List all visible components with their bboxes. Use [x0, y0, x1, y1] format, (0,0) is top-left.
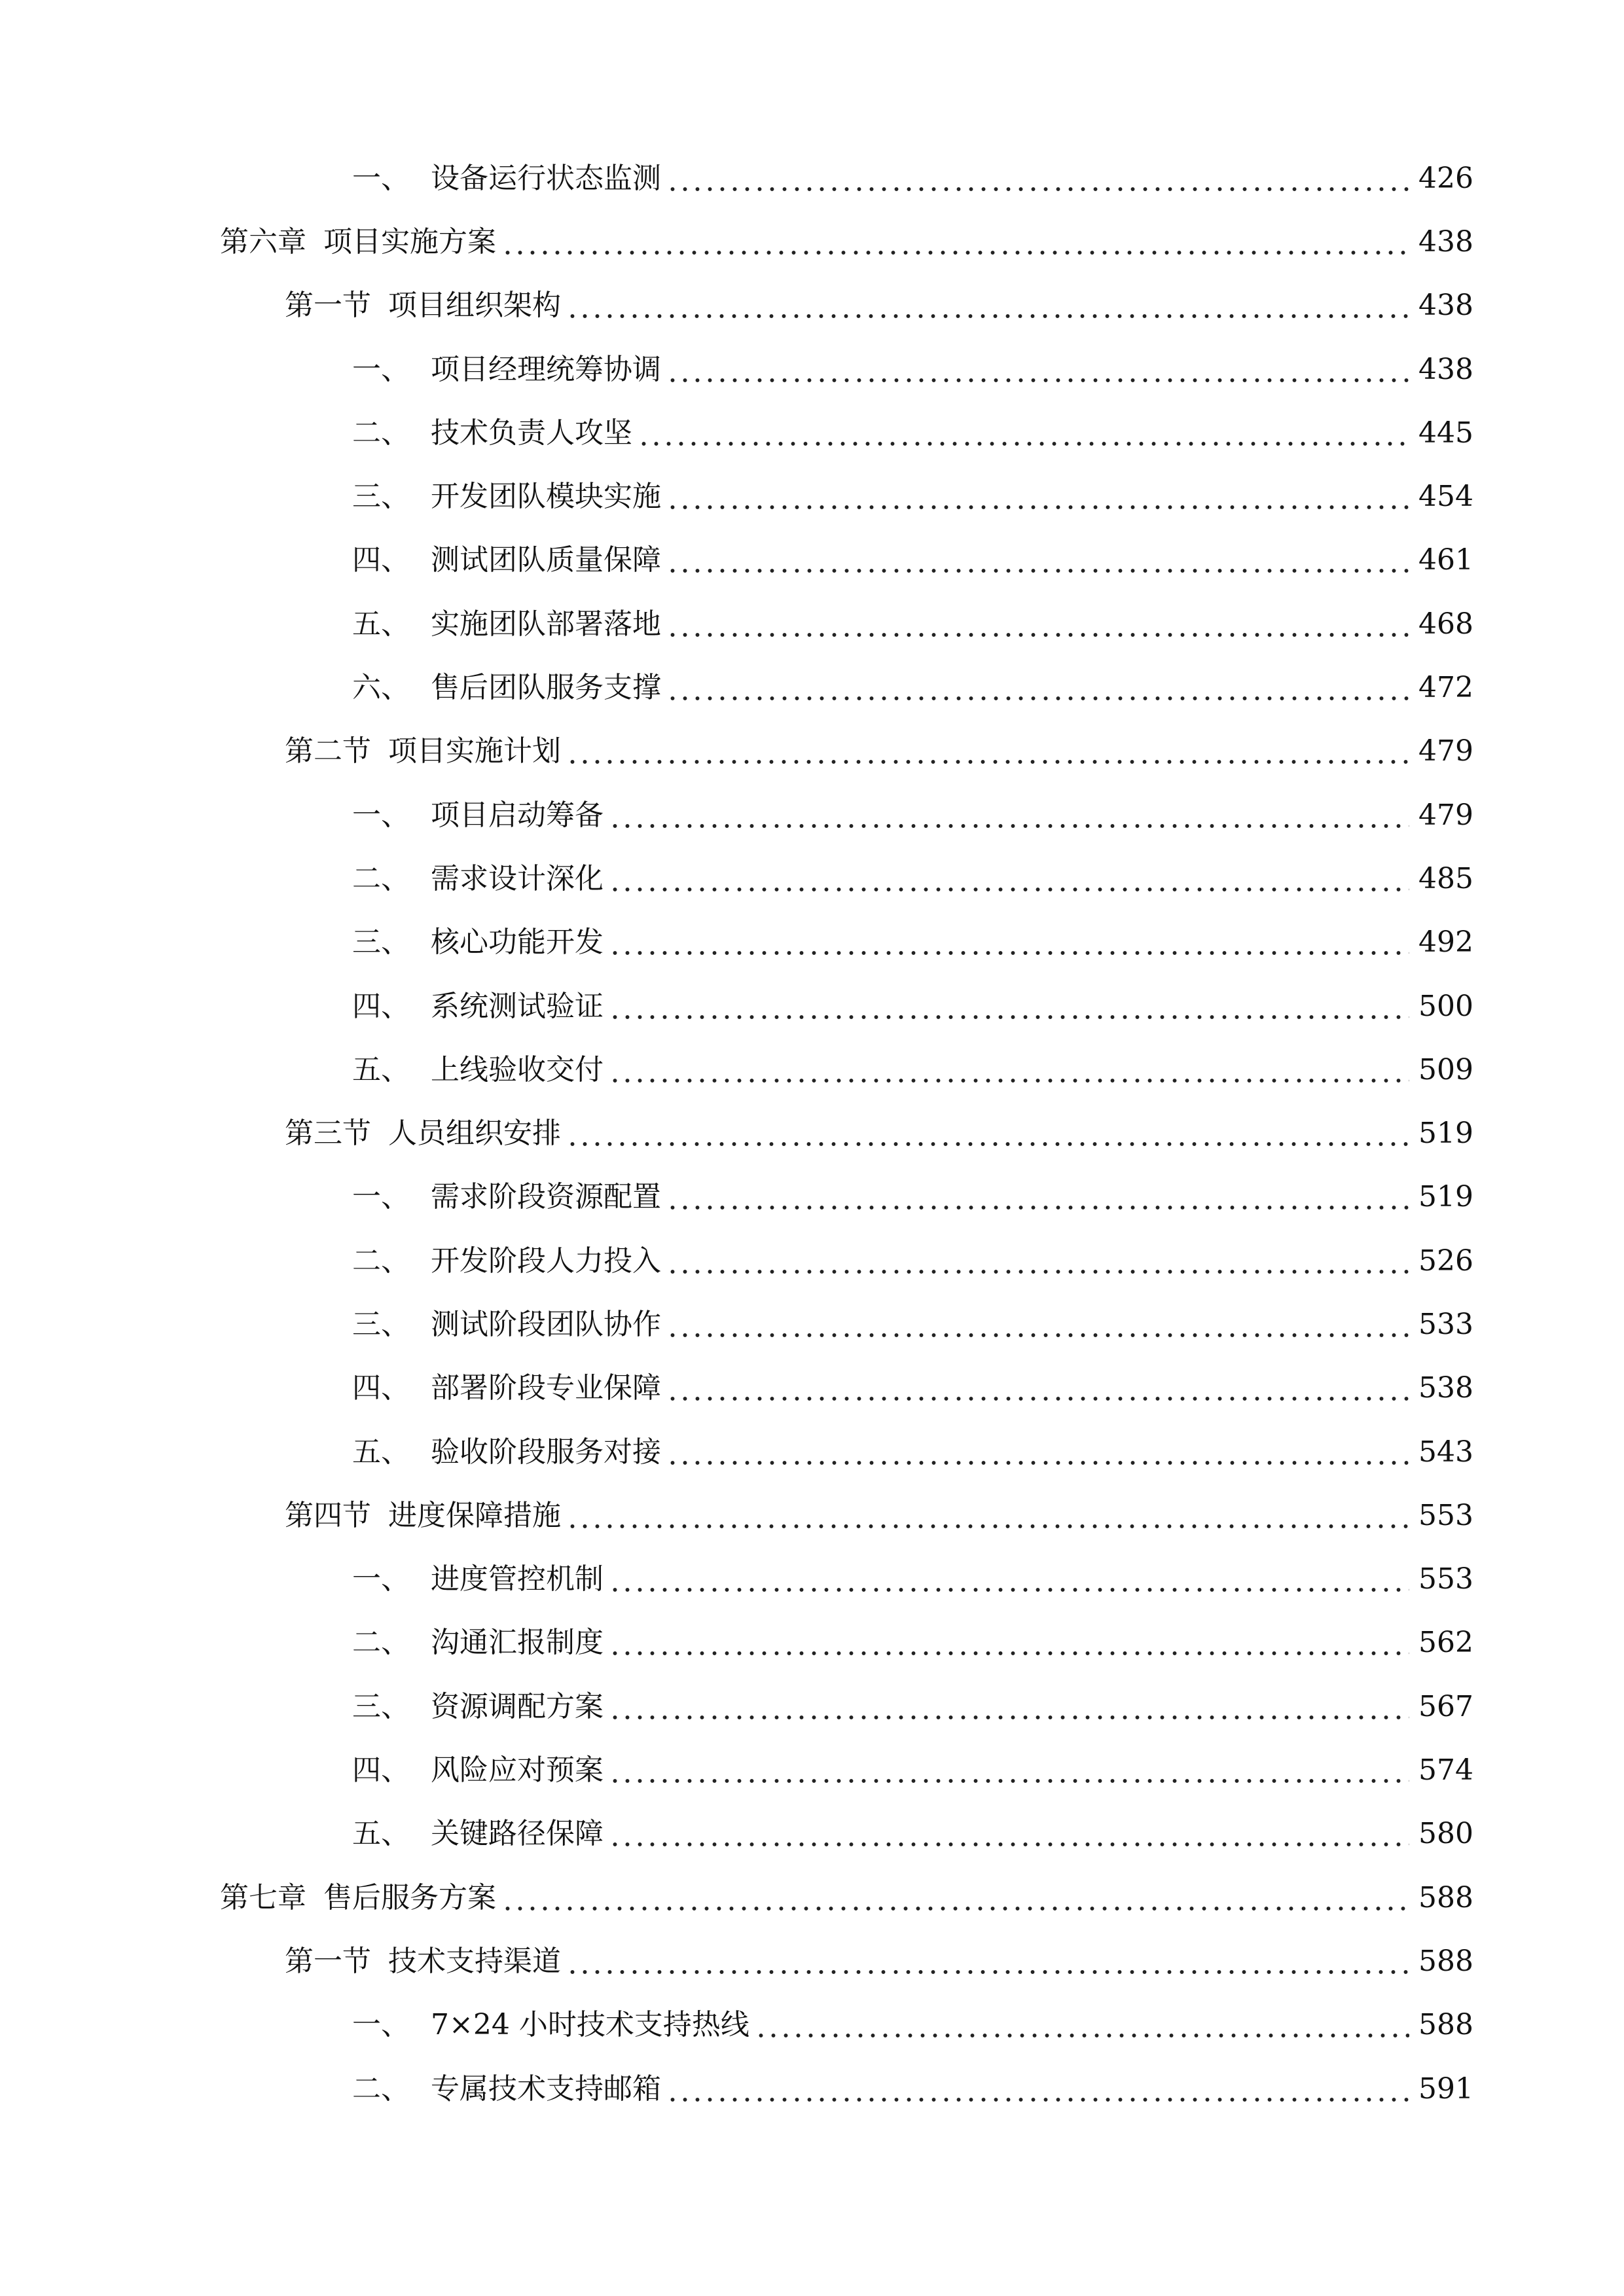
toc-entry-title: 人员组织安排 — [388, 1117, 561, 1151]
toc-entry-title: 需求阶段资源配置 — [431, 1180, 661, 1214]
toc-entry[interactable] — [0, 1420, 1624, 1484]
toc-entry-title: 系统测试验证 — [431, 989, 604, 1023]
dot-leader — [666, 1438, 1409, 1467]
toc-entry-title: 进度保障措施 — [388, 1498, 561, 1532]
toc-entry-number: 二、 — [352, 2072, 410, 2106]
dot-leader — [609, 992, 1409, 1021]
toc-entry-number: 四、 — [352, 543, 410, 577]
toc-entry-page-number: 553 — [1418, 1498, 1473, 1532]
toc-entry-title: 沟通汇报制度 — [431, 1626, 604, 1660]
toc-entry[interactable] — [0, 1611, 1624, 1675]
toc-entry-page-number: 574 — [1418, 1753, 1473, 1787]
toc-entry-page-number: 445 — [1418, 416, 1473, 450]
dot-leader — [609, 1056, 1409, 1085]
toc-entry[interactable] — [0, 1102, 1624, 1165]
toc-entry-title: 项目经理统筹协调 — [431, 352, 661, 386]
toc-entry[interactable] — [0, 656, 1624, 719]
dot-leader — [666, 2075, 1409, 2104]
toc-entry[interactable] — [0, 1229, 1624, 1293]
toc-entry-number: 一、 — [352, 161, 410, 195]
toc-entry-page-number: 426 — [1418, 161, 1473, 195]
dot-leader — [666, 1374, 1409, 1403]
toc-entry[interactable] — [0, 2057, 1624, 2121]
toc-entry-title: 开发阶段人力投入 — [431, 1244, 661, 1278]
dot-leader — [501, 1884, 1409, 1912]
toc-entry-title: 项目实施计划 — [388, 734, 561, 768]
toc-entry-page-number: 588 — [1418, 1944, 1473, 1978]
toc-entry-title: 测试团队质量保障 — [431, 543, 661, 577]
toc-entry[interactable] — [0, 1738, 1624, 1802]
dot-leader — [666, 610, 1409, 639]
toc-entry-page-number: 509 — [1418, 1052, 1473, 1086]
toc-entry-title: 资源调配方案 — [431, 1689, 604, 1723]
toc-entry-title: 开发团队模块实施 — [431, 480, 661, 514]
toc-entry-number: 四、 — [352, 1753, 410, 1787]
toc-entry[interactable] — [0, 1994, 1624, 2057]
toc-entry-number: 五、 — [352, 1817, 410, 1851]
dot-leader — [609, 1693, 1409, 1721]
toc-entry-title: 测试阶段团队协作 — [431, 1307, 661, 1341]
dot-leader — [609, 865, 1409, 893]
dot-leader — [566, 1501, 1409, 1530]
toc-entry-number: 第一节 — [285, 1944, 371, 1978]
toc-entry-number: 四、 — [352, 1371, 410, 1405]
toc-entry[interactable] — [0, 529, 1624, 592]
dot-leader — [566, 737, 1409, 766]
toc-entry-number: 三、 — [352, 1307, 410, 1341]
dot-leader — [609, 1756, 1409, 1785]
toc-entry[interactable] — [0, 1929, 1624, 1993]
toc-entry-number: 第一节 — [285, 289, 371, 323]
toc-entry-page-number: 533 — [1418, 1307, 1473, 1341]
toc-entry-title: 项目组织架构 — [388, 289, 561, 323]
toc-entry-page-number: 588 — [1418, 2008, 1473, 2042]
toc-entry-number: 一、 — [352, 1180, 410, 1214]
dot-leader — [666, 673, 1409, 702]
toc-entry-title: 技术负责人攻坚 — [431, 416, 632, 450]
dot-leader — [609, 928, 1409, 957]
toc-entry-page-number: 553 — [1418, 1562, 1473, 1596]
toc-entry-title: 项目启动筹备 — [431, 798, 604, 832]
toc-entry-title: 验收阶段服务对接 — [431, 1435, 661, 1469]
dot-leader — [638, 419, 1409, 448]
toc-entry[interactable] — [0, 1675, 1624, 1738]
toc-entry-number: 第六章 — [220, 224, 306, 259]
toc-entry-page-number: 454 — [1418, 480, 1473, 514]
toc-entry-title: 售后服务方案 — [323, 1880, 496, 1914]
toc-entry[interactable] — [0, 1293, 1624, 1356]
dot-leader — [666, 164, 1409, 193]
toc-entry-page-number: 438 — [1418, 289, 1473, 323]
toc-entry-page-number: 591 — [1418, 2072, 1473, 2106]
toc-entry-number: 一、 — [352, 1562, 410, 1596]
toc-entry-number: 一、 — [352, 798, 410, 832]
toc-entry-number: 二、 — [352, 1244, 410, 1278]
toc-entry-number: 六、 — [352, 671, 410, 705]
toc-entry-title: 上线验收交付 — [431, 1052, 604, 1086]
toc-entry-number: 第二节 — [285, 734, 371, 768]
toc-entry-page-number: 538 — [1418, 1371, 1473, 1405]
toc-entry-number: 第三节 — [285, 1117, 371, 1151]
toc-entry-title: 进度管控机制 — [431, 1562, 604, 1596]
toc-entry-page-number: 543 — [1418, 1435, 1473, 1469]
toc-entry-page-number: 580 — [1418, 1817, 1473, 1851]
toc-entry-number: 三、 — [352, 480, 410, 514]
dot-leader — [566, 291, 1409, 320]
toc-entry-number: 二、 — [352, 1626, 410, 1660]
toc-entry-page-number: 468 — [1418, 607, 1473, 641]
toc-entry-page-number: 485 — [1418, 861, 1473, 895]
toc-entry-title: 专属技术支持邮箱 — [431, 2072, 661, 2106]
toc-entry[interactable] — [0, 847, 1624, 910]
toc-entry[interactable] — [0, 1166, 1624, 1229]
dot-leader — [609, 1820, 1409, 1848]
dot-leader — [609, 1628, 1409, 1657]
toc-entry-number: 四、 — [352, 989, 410, 1023]
toc-entry[interactable] — [0, 911, 1624, 975]
toc-entry-title: 核心功能开发 — [431, 925, 604, 960]
toc-entry-number: 二、 — [352, 416, 410, 450]
toc-entry[interactable] — [0, 401, 1624, 465]
toc-entry-page-number: 479 — [1418, 734, 1473, 768]
toc-entry-page-number: 567 — [1418, 1689, 1473, 1723]
toc-entry-title: 风险应对预案 — [431, 1753, 604, 1787]
toc-entry[interactable] — [0, 1803, 1624, 1866]
dot-leader — [666, 546, 1409, 575]
dot-leader — [566, 1947, 1409, 1976]
toc-entry-number: 第四节 — [285, 1498, 371, 1532]
toc-entry-title: 实施团队部署落地 — [431, 607, 661, 641]
dot-leader — [566, 1119, 1409, 1148]
toc-entry-page-number: 588 — [1418, 1880, 1473, 1914]
toc-entry-number: 三、 — [352, 1689, 410, 1723]
toc-entry-page-number: 519 — [1418, 1117, 1473, 1151]
toc-entry-title: 7×24 小时技术支持热线 — [431, 2008, 749, 2042]
toc-entry[interactable] — [0, 720, 1624, 783]
toc-entry[interactable] — [0, 1357, 1624, 1420]
dot-leader — [666, 1183, 1409, 1211]
toc-entry-page-number: 492 — [1418, 925, 1473, 960]
toc-entry-number: 三、 — [352, 925, 410, 960]
dot-leader — [666, 1310, 1409, 1339]
toc-entry[interactable] — [0, 338, 1624, 401]
dot-leader — [755, 2011, 1409, 2039]
toc-entry-number: 五、 — [352, 607, 410, 641]
toc-entry-number: 二、 — [352, 861, 410, 895]
toc-entry-number: 第七章 — [220, 1880, 306, 1914]
toc-entry[interactable] — [0, 1866, 1624, 1929]
toc-entry-number: 五、 — [352, 1052, 410, 1086]
dot-leader — [666, 1247, 1409, 1276]
toc-entry-title: 技术支持渠道 — [388, 1944, 561, 1978]
toc-entry[interactable] — [0, 975, 1624, 1038]
table-of-contents — [0, 147, 1624, 2121]
toc-entry-number: 一、 — [352, 352, 410, 386]
toc-entry-title: 关键路径保障 — [431, 1817, 604, 1851]
toc-entry[interactable] — [0, 783, 1624, 847]
toc-entry[interactable] — [0, 1038, 1624, 1102]
toc-entry[interactable] — [0, 210, 1624, 274]
toc-entry-page-number: 472 — [1418, 671, 1473, 705]
toc-entry[interactable] — [0, 1484, 1624, 1547]
dot-leader — [501, 228, 1409, 257]
toc-entry-page-number: 438 — [1418, 224, 1473, 259]
toc-entry-title: 部署阶段专业保障 — [431, 1371, 661, 1405]
toc-entry-page-number: 479 — [1418, 798, 1473, 832]
toc-entry[interactable] — [0, 465, 1624, 528]
dot-leader — [609, 1565, 1409, 1594]
toc-entry-title: 售后团队服务支撑 — [431, 671, 661, 705]
toc-entry[interactable] — [0, 1548, 1624, 1611]
toc-entry-title: 需求设计深化 — [431, 861, 604, 895]
toc-entry[interactable] — [0, 147, 1624, 210]
toc-entry-page-number: 461 — [1418, 543, 1473, 577]
dot-leader — [666, 482, 1409, 511]
toc-entry-title: 设备运行状态监测 — [431, 161, 661, 195]
toc-entry-number: 一、 — [352, 2008, 410, 2042]
toc-entry-page-number: 519 — [1418, 1180, 1473, 1214]
toc-entry[interactable] — [0, 274, 1624, 338]
toc-entry[interactable] — [0, 592, 1624, 656]
toc-entry-page-number: 526 — [1418, 1244, 1473, 1278]
toc-entry-page-number: 438 — [1418, 352, 1473, 386]
toc-entry-page-number: 562 — [1418, 1626, 1473, 1660]
toc-entry-number: 五、 — [352, 1435, 410, 1469]
toc-entry-page-number: 500 — [1418, 989, 1473, 1023]
dot-leader — [609, 801, 1409, 830]
dot-leader — [666, 355, 1409, 384]
toc-entry-title: 项目实施方案 — [323, 224, 496, 259]
